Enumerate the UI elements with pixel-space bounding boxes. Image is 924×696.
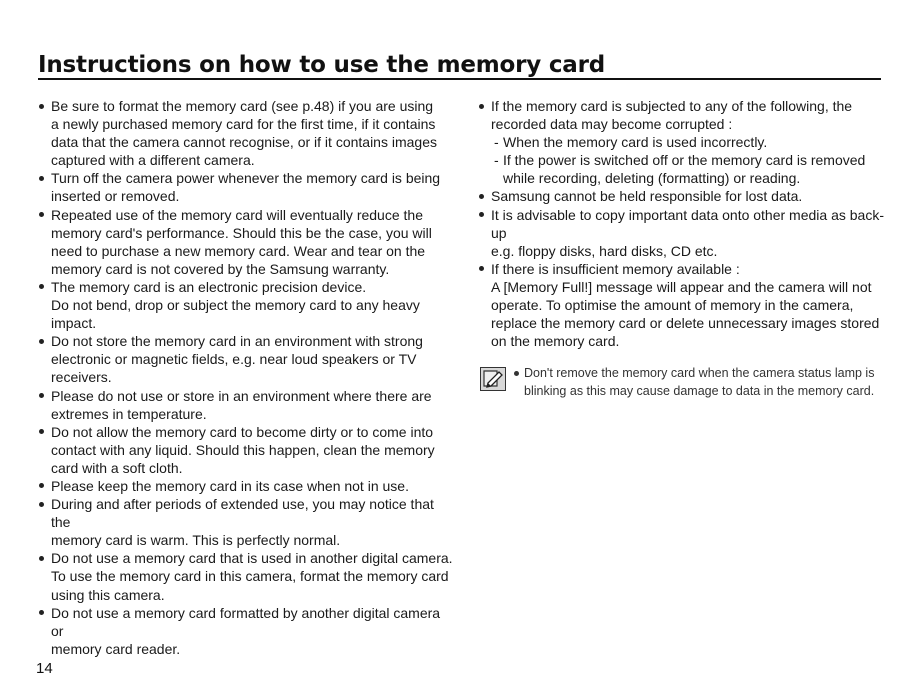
bullet-other-camera: Do not use a memory card that is used in another digital camera. To use the memory card in this camera, format the memory card using this camera.: [38, 549, 453, 603]
page-number: 14: [36, 660, 53, 677]
bullet-card-warm: During and after periods of extended use, you may notice that the memory card is warm. This is perfectly normal.: [38, 495, 453, 549]
bullet-data-corrupted: If the memory card is subjected to any of the following, the recorded data may become corrupted :: [478, 97, 888, 133]
note-text: Don't remove the memory card when the camera status lamp is blinking as this may cause damage to data in the memory card.: [513, 364, 888, 400]
left-column: [38, 97, 453, 658]
bullet-format-card: Be sure to format the memory card (see p.48) if you are using a newly purchased memory card for the first time, if it contains data that the camera cannot recognise, or if it contains images captured with a different camera.: [38, 97, 453, 169]
bullet-keep-in-case: Please keep the memory card in its case when not in use.: [38, 477, 453, 495]
bullet-dirt-liquid: Do not allow the memory card to become dirty or to come into contact with any liquid. Should this happen, clean the memory card with a soft cloth.: [38, 423, 453, 477]
title-underline: [38, 78, 881, 80]
right-column: [478, 97, 888, 350]
bullet-lost-data: Samsung cannot be held responsible for lost data.: [478, 187, 888, 205]
bullet-temperature: Please do not use or store in an environment where there are extremes in temperature.: [38, 387, 453, 423]
page-title: Instructions on how to use the memory card: [38, 52, 606, 78]
bullet-power-off: Turn off the camera power whenever the memory card is being inserted or removed.: [38, 169, 453, 205]
dash-power-switched-off: - If the power is switched off or the memory card is removed while recording, deleting (formatting) or reading.: [478, 151, 888, 187]
bullet-back-up: It is advisable to copy important data onto other media as back-up e.g. floppy disks, hard disks, CD etc.: [478, 206, 888, 260]
bullet-insufficient-memory: If there is insufficient memory available : A [Memory Full!] message will appear and the camera will not operate. To optimise the amount of memory in the camera, replace the memory card or delete unnecessary images stored on the memory card.: [478, 260, 888, 350]
bullet-magnetic-fields: Do not store the memory card in an environment with strong electronic or magnetic fields, e.g. near loud speakers or TV receivers.: [38, 332, 453, 386]
pencil-note-icon: [480, 367, 506, 391]
bullet-repeated-use: Repeated use of the memory card will eventually reduce the memory card's performance. Should this be the case, you will need to purchase a new memory card. Wear and tear on the memory card is not covered by the Samsung warranty.: [38, 206, 453, 278]
dash-used-incorrectly: - When the memory card is used incorrectly.: [478, 133, 888, 151]
bullet-precision-device: The memory card is an electronic precision device. Do not bend, drop or subject the memory card to any heavy impact.: [38, 278, 453, 332]
bullet-card-reader: Do not use a memory card formatted by another digital camera or memory card reader.: [38, 604, 453, 658]
